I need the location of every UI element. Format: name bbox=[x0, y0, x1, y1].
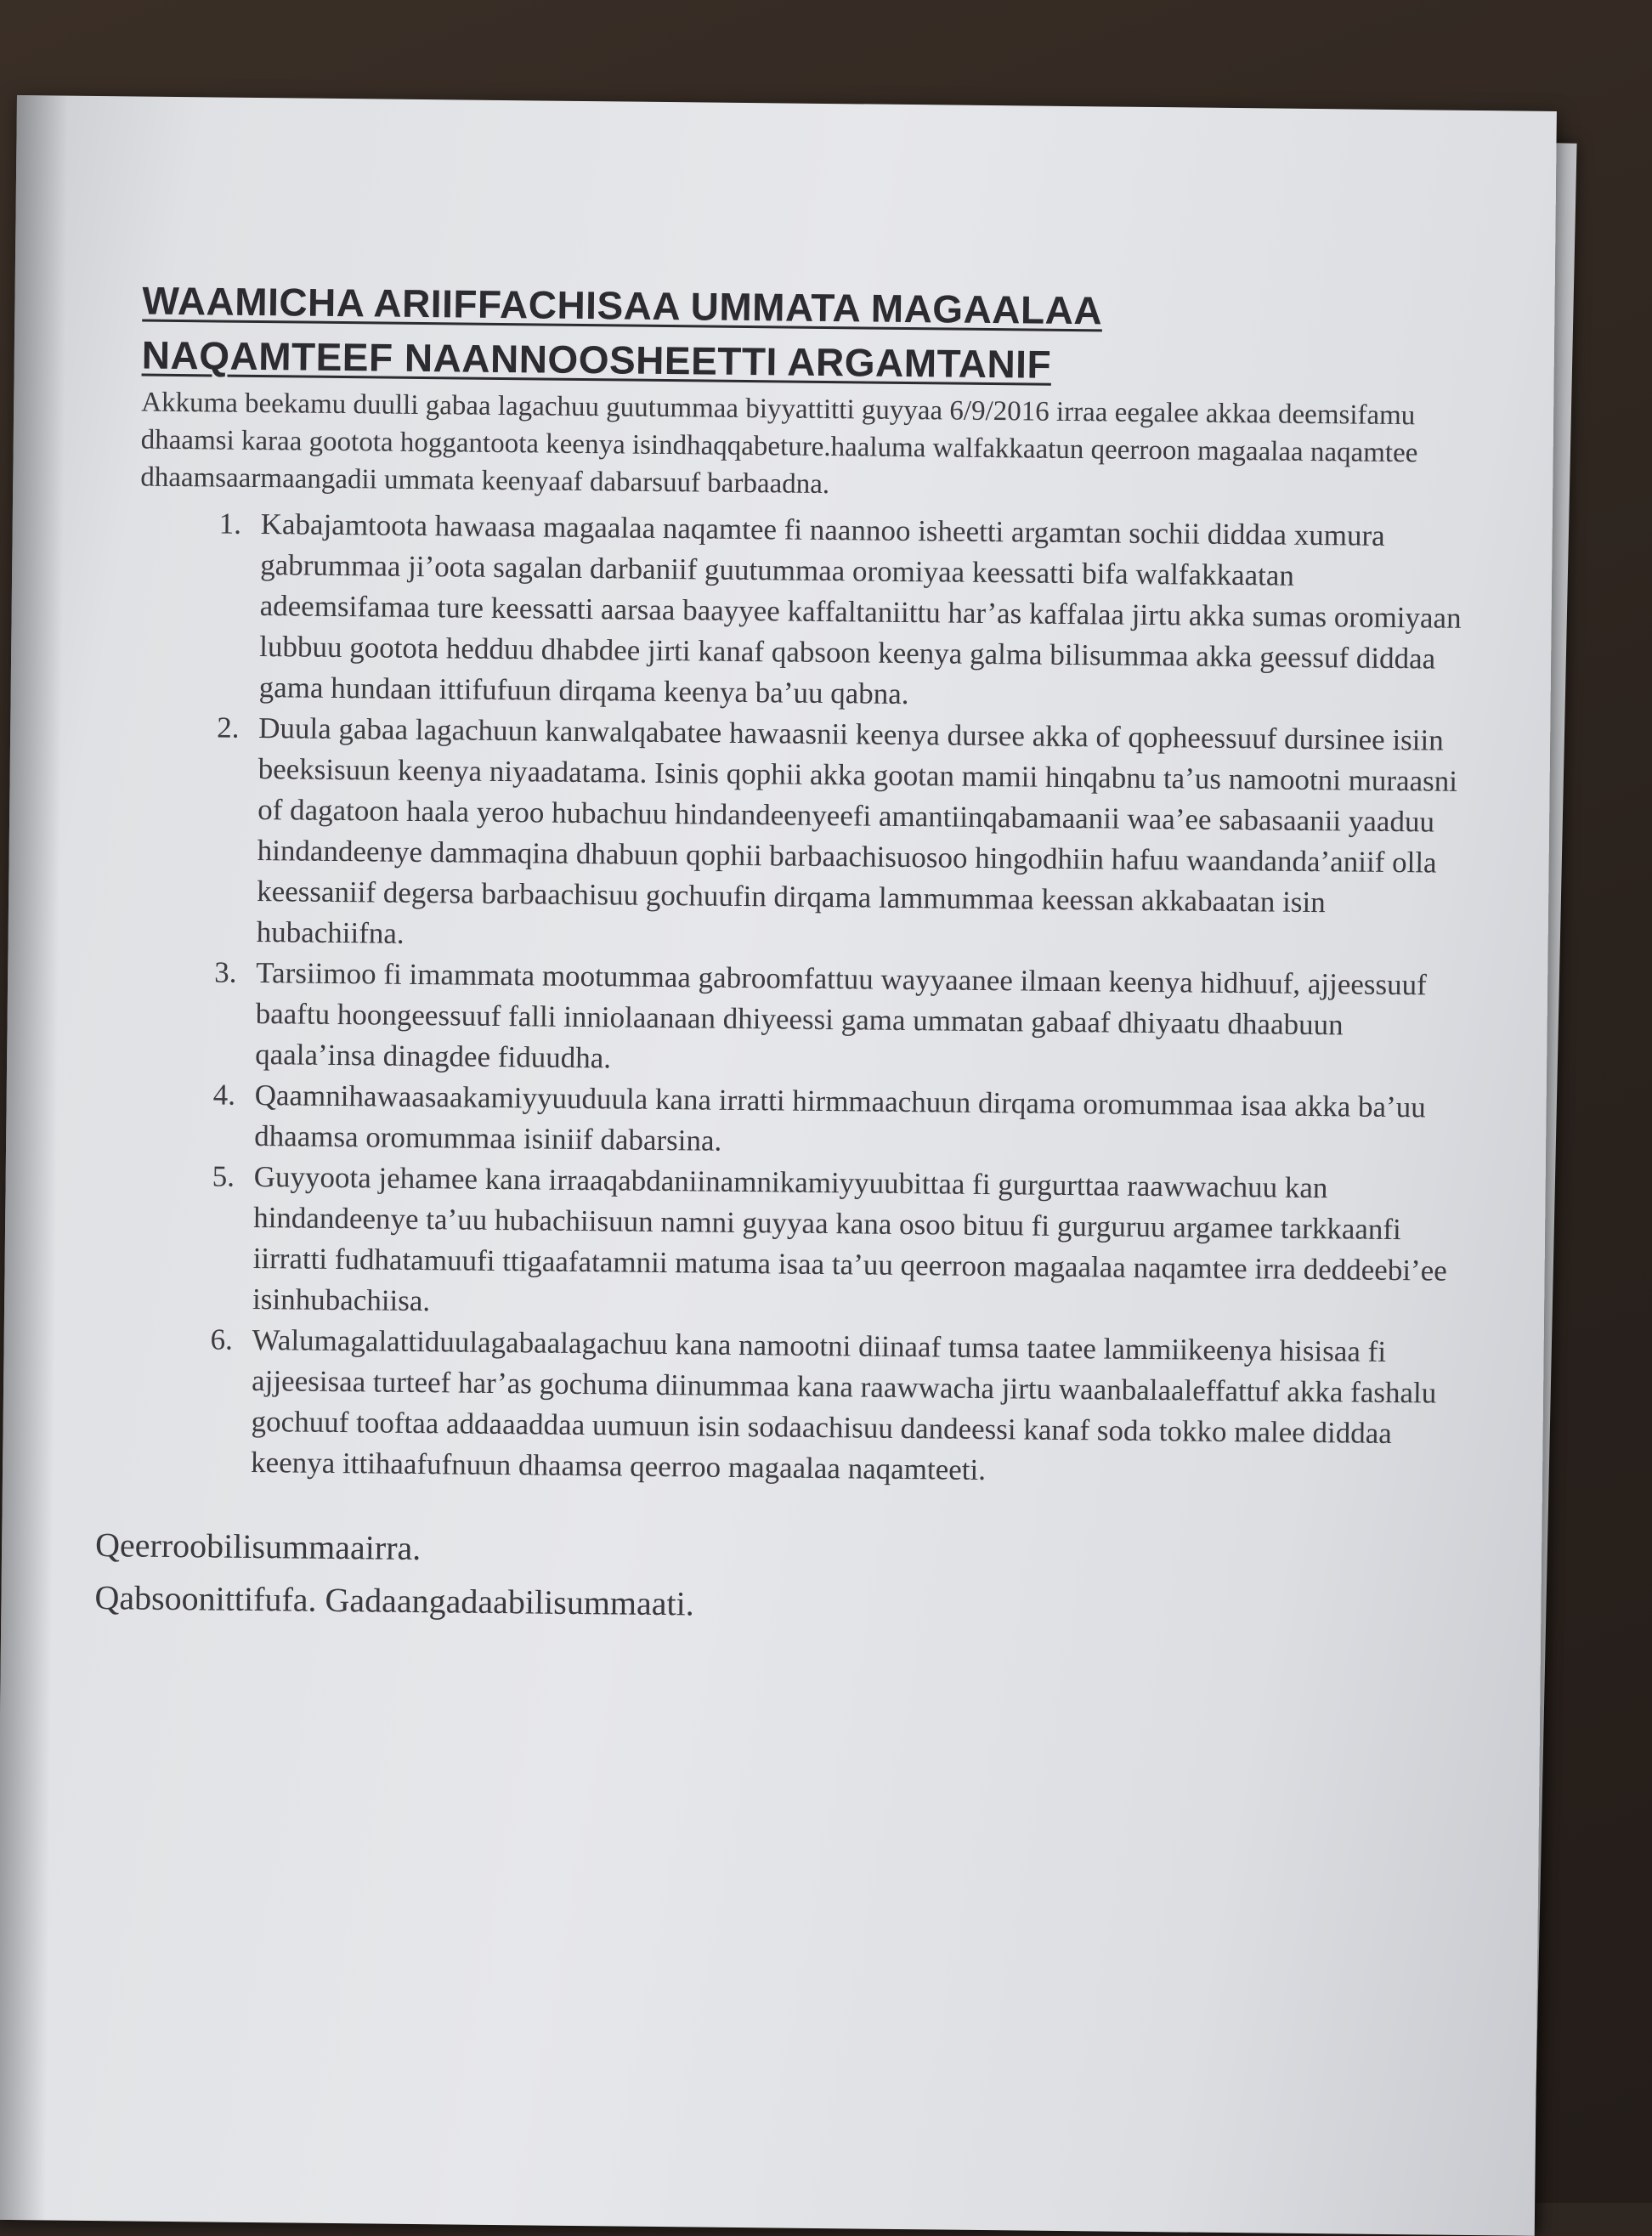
point-item: 1. Kabajamtoota hawaasa magaalaa naqamtee fi naannoo isheetti argamtan sochii diddaa xumura gabrummaa ji’oota sagalan darbaniif guutummaa oromiyaa keessatti bifa walfakkaatan adeemsifamaa ture keessatti aarsaa baayyee kaffaltaniittu har’as kaffalaa jirtu akka sumas oromiyaan lubbuu gootota hedduu dhabdee jirti kanaf qabsoon keenya galma bilisummaa akka geessuf diddaa gama hundaan ittifufuun dirqama keenya ba’uu qabna. bbox=[246, 504, 1463, 721]
intro-paragraph: Akkuma beekamu duulli gabaa lagachuu guutummaa biyyattitti guyyaa 6/9/2016 irraa eegalee akkaa deemsifamu dhaamsi karaa gootota hoggantoota keenya isindhaqqabeture.haaluma walfakkaatun qeerroon magaalaa naqamtee dhaamsaarmaangadii ummata keenyaaf dabarsuuf barbaadna. bbox=[140, 387, 1418, 501]
point-item: 3. Tarsiimoo fi imammata mootummaa gabroomfattuu wayyaanee ilmaan keenya hidhuuf, ajjeessuuf baaftu hoongeessuuf falli inniolaanaan dhiyeessi gama ummatan gabaaf dhiyaatu dhaabuun qaala’insa dinagdee fiduudha. bbox=[243, 953, 1459, 1088]
closing-slogans bbox=[94, 1519, 1489, 1639]
paper-sheet bbox=[0, 95, 1557, 2236]
closing-line-2: Qabsoonittifufa. Gadaangadaabilisummaati. bbox=[94, 1578, 695, 1623]
document-title bbox=[141, 274, 1502, 397]
title-line-1: WAAMICHA ARIIFFACHISAA UMMATA MAGAALAA bbox=[142, 278, 1103, 333]
document-body bbox=[94, 274, 1502, 1639]
numbered-points bbox=[130, 503, 1464, 1496]
point-item: 5. Guyyoota jehamee kana irraaqabdaniinamnikamiyyuubittaa fi gurgurttaa raawwachuu kan hindandeenye ta’uu hubachiisuun namni guyyaa kana osoo bituu fi gurguruu argamee tarkkaanfi iirratti fudhatamuufi ttigaafatamnii matuma isaa ta’uu qeerroon magaalaa naqamtee irra deddeebi’ee isinhubachiisa. bbox=[240, 1157, 1457, 1333]
point-item: 2. Duula gabaa lagachuun kanwalqabatee hawaasnii keenya dursee akka of qopheessuuf dursinee isiin beeksisuun keenya niyaadatama. Isinis qophii akka gootan mamii hinqabnu ta’us namootni muraasni of dagatoon haala yeroo hubachuu hindandeenyeefi amantiinqabamaanii waa’ee sabasaanii yaaduu hindandeenye dammaqina dhabuun qophii barbaachisuosoo hingodhiin hafuu waandanda’aniif olla keessaniif degersa barbaachisuu gochuufin dirqama lammummaa keessan akkabaatan isin hubachiifna. bbox=[244, 708, 1462, 965]
title-line-2: NAQAMTEEF NAANNOOSHEETTI ARGAMTANIF bbox=[141, 332, 1052, 387]
closing-line-1: Qeerroobilisummaairra. bbox=[94, 1526, 421, 1568]
point-item: 4. Qaamnihawaasaakamiyyuuduula kana irratti hirmmaachuun dirqama oromummaa isaa akka ba’uu dhaamsa oromummaa isiniif dabarsina. bbox=[242, 1075, 1458, 1169]
point-item: 6. Walumagalattiduulagabaalagachuu kana namootni diinaaf tumsa taatee lammiikeenya hisisaa fi ajjeesisaa turteef har’as gochuma diinummaa kana raawwacha jirtu waanbalaaleffattuf akka fashalu gochuuf tooftaa addaaaddaa uumuun isin sodaachisuu dandeessi kanaf soda tokko malee diddaa keenya ittihaafufnuun dhaamsa qeerroo magaalaa naqamteeti. bbox=[239, 1320, 1456, 1496]
